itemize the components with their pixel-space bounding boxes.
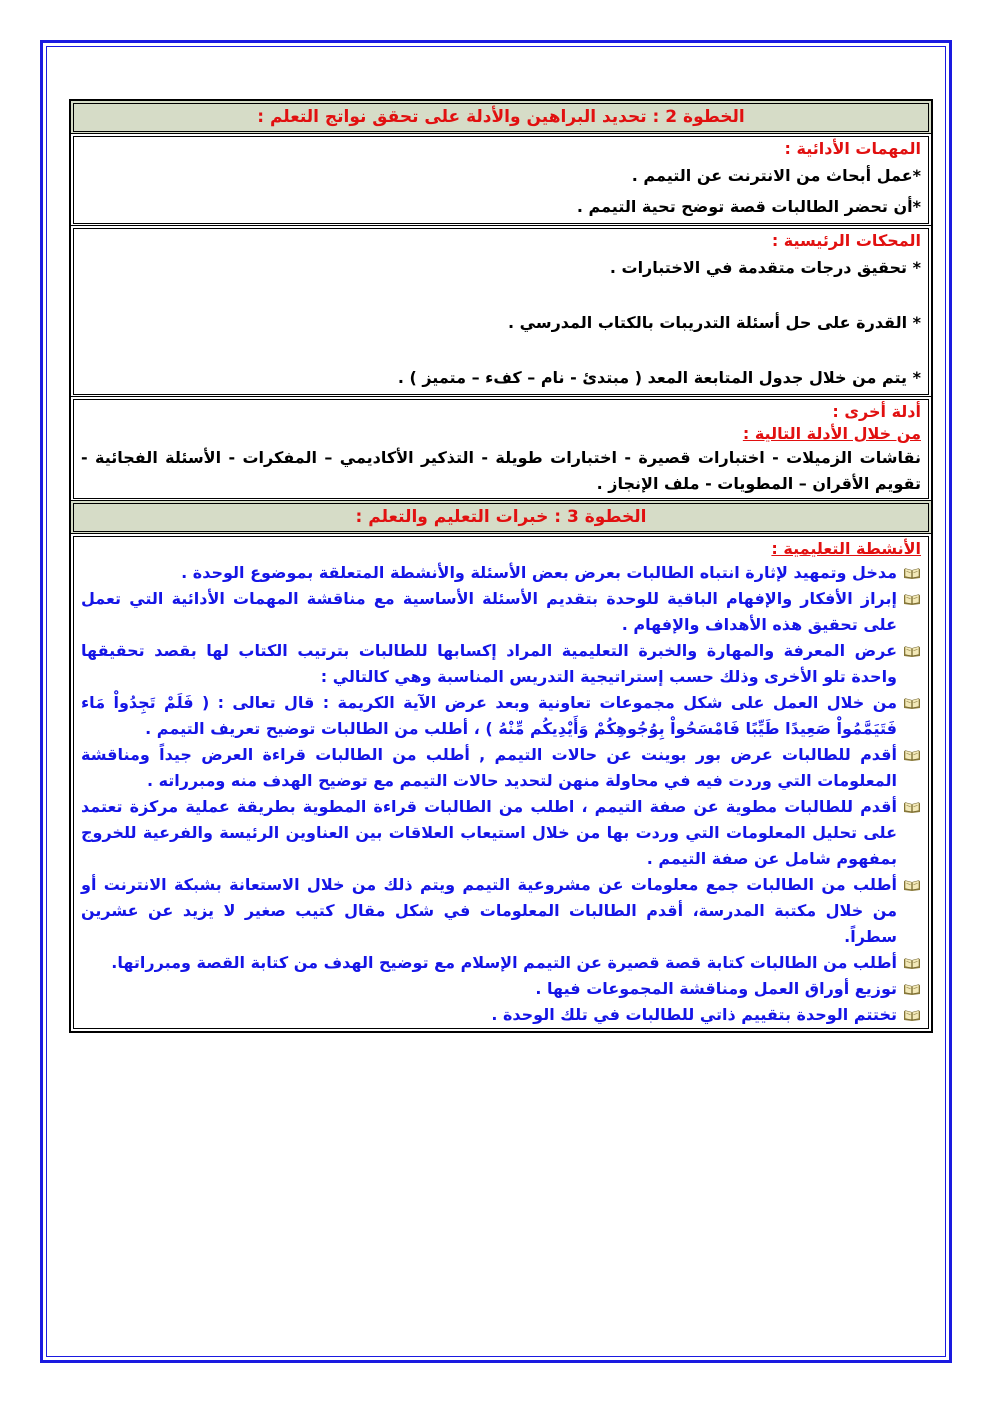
open-book-icon xyxy=(903,800,921,813)
activity-text: إبراز الأفكار والإفهام الباقية للوحدة بتقديم الأسئلة الأساسية مع مناقشة المهمات الأدائية التي تعمل على تحقيق هذه الأهداف والإفهام . xyxy=(81,589,897,634)
tasks-line: *عمل أبحاث من الانترنت عن التيمم . xyxy=(631,166,921,185)
activity-item xyxy=(81,794,921,872)
activity-text: أقدم للطالبات مطوية عن صفة التيمم ، اطلب من الطالبات قراءة المطوية بطريقة عملية مركزة تعتمد على تحليل المعلومات التي وردت بها من خلال استيعاب العلاقات بين العناوين الرئيسة والفرعية للخروج بمفهوم شامل عن صفة التيمم . xyxy=(81,797,897,868)
tasks-section xyxy=(71,134,931,226)
activity-text: أطلب من الطالبات جمع معلومات عن مشروعية التيمم ويتم ذلك من خلال الاستعانة بشبكة الانترنت أو من خلال مكتبة المدرسة، أقدم الطالبات المعلومات في شكل مقال كتيب صغير لا يزيد عن عشرين سطراً. xyxy=(81,875,897,946)
activity-text: توزيع أوراق العمل ومناقشة المجموعات فيها . xyxy=(535,979,897,998)
open-book-icon xyxy=(903,878,921,891)
open-book-icon xyxy=(903,956,921,969)
activities-heading: الأنشطة التعليمية : xyxy=(771,539,921,558)
activities-section xyxy=(71,534,931,1031)
tasks-line: *أن تحضر الطالبات قصة توضح تحية التيمم . xyxy=(576,197,921,216)
open-book-icon xyxy=(903,982,921,995)
activity-item xyxy=(81,560,921,586)
other-evidence-text: نقاشات الزميلات - اختبارات قصيرة - اختبارات طويلة - التذكير الأكاديمي – المفكرات - الأسئلة الفجائية - تقويم الأقران – المطويات - ملف الإنجاز . xyxy=(81,448,921,493)
criteria-line: * القدرة على حل أسئلة التدريبات بالكتاب المدرسي . xyxy=(508,313,921,332)
activity-item xyxy=(81,950,921,976)
open-book-icon xyxy=(903,566,921,579)
open-book-icon xyxy=(903,644,921,657)
other-evidence-subheading: من خلال الأدلة التالية : xyxy=(742,424,921,443)
step2-title: الخطوة 2 : تحديد البراهين والأدلة على تحقق نواتج التعلم : xyxy=(71,101,931,134)
activity-text: تختتم الوحدة بتقييم ذاتي للطالبات في تلك الوحدة . xyxy=(491,1005,897,1024)
activity-item xyxy=(81,690,921,742)
activity-item xyxy=(81,1002,921,1028)
activity-text: أقدم للطالبات عرض بور بوينت عن حالات التيمم , أطلب من الطالبات قراءة العرض جيداً ومناقشة المعلومات التي وردت فيه في محاولة منهن لتحديد حالات التيمم مع توضيح الهدف منه ومبرراته . xyxy=(81,745,897,790)
step3-title: الخطوة 3 : خبرات التعليم والتعلم : xyxy=(71,501,931,534)
activity-item xyxy=(81,976,921,1002)
criteria-line: * تحقيق درجات متقدمة في الاختبارات . xyxy=(609,258,921,277)
activity-item xyxy=(81,872,921,950)
open-book-icon xyxy=(903,696,921,709)
open-book-icon xyxy=(903,748,921,761)
activity-item xyxy=(81,638,921,690)
activity-text: عرض المعرفة والمهارة والخبرة التعليمية المراد إكسابها للطالبات بترتيب الكتاب لها بقصد تحقيقها واحدة تلو الأخرى وذلك حسب إستراتيجية التدريس المناسبة وهي كالتالي : xyxy=(81,641,897,686)
other-evidence-section xyxy=(71,397,931,501)
activity-text: من خلال العمل على شكل مجموعات تعاونية وبعد عرض الآية الكريمة : قال تعالى : ( فَلَمْ تَجِدُواْ مَاء فَتَيَمَّمُواْ صَعِيدًا طَيِّبًا فَامْسَحُواْ بِوُجُوهِكُمْ وَأَيْدِيكُم مِّنْهُ ) ، أطلب من الطالبات توضيح تعريف التيمم . xyxy=(81,693,897,738)
tasks-heading: المهمات الأدائية : xyxy=(784,139,921,158)
criteria-section xyxy=(71,226,931,397)
criteria-line: * يتم من خلال جدول المتابعة المعد ( مبتدئ - نام – كفء – متميز ) . xyxy=(397,368,921,387)
activities-list xyxy=(81,560,921,1028)
lesson-plan-table xyxy=(69,99,933,1033)
open-book-icon xyxy=(903,1008,921,1021)
activity-text: مدخل وتمهيد لإثارة انتباه الطالبات بعرض بعض الأسئلة والأنشطة المتعلقة بموضوع الوحدة . xyxy=(181,563,897,582)
criteria-heading: المحكات الرئيسية : xyxy=(771,231,921,250)
other-evidence-heading: أدلة أخرى : xyxy=(832,402,921,421)
open-book-icon xyxy=(903,592,921,605)
activity-item xyxy=(81,586,921,638)
activity-item xyxy=(81,742,921,794)
activity-text: أطلب من الطالبات كتابة قصة قصيرة عن التيمم الإسلام مع توضيح الهدف من كتابة القصة ومبرراتها. xyxy=(111,953,897,972)
